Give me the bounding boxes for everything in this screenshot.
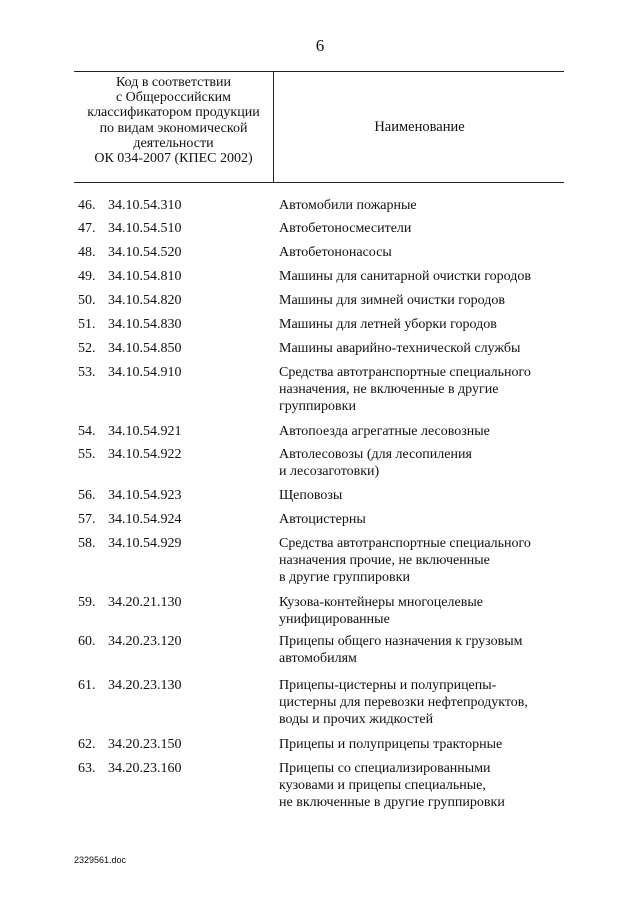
row-name-line: Автолесовозы (для лесопиления: [279, 447, 472, 462]
row-name: [279, 633, 569, 667]
row-name: [279, 594, 569, 628]
row-code: 34.10.54.923: [108, 488, 182, 503]
row-name-line: Прицепы-цистерны и полуприцепы-: [279, 678, 497, 693]
header-code-line: классификатором продукции: [87, 105, 260, 121]
row-name-line: Автомобили пожарные: [279, 198, 417, 213]
row-number: 49.: [78, 269, 96, 284]
row-code: 34.10.54.520: [108, 245, 182, 260]
row-name: [279, 446, 569, 480]
row-name: [279, 423, 569, 440]
row-code: 34.10.54.922: [108, 447, 182, 462]
row-name-line: унифицированные: [279, 612, 390, 627]
header-code-column: [74, 72, 274, 182]
row-code: 34.10.54.810: [108, 269, 182, 284]
row-name-line: в другие группировки: [279, 570, 410, 585]
row-number: 50.: [78, 293, 96, 308]
row-name-line: и лесозаготовки): [279, 464, 380, 479]
row-code: 34.10.54.510: [108, 221, 182, 236]
row-name: [279, 487, 569, 504]
header-code-line: ОК 034-2007 (КПЕС 2002): [94, 151, 253, 167]
row-code: 34.10.54.921: [108, 424, 182, 439]
row-name-line: назначения, не включенные в другие: [279, 382, 499, 397]
header-name-label: Наименование: [374, 118, 465, 135]
table-header: [74, 71, 564, 183]
row-name: [279, 364, 569, 415]
row-name: [279, 292, 569, 309]
row-name-line: Машины для летней уборки городов: [279, 317, 497, 332]
row-number: 56.: [78, 488, 96, 503]
row-name: [279, 197, 569, 214]
row-number: 60.: [78, 634, 96, 649]
row-name-line: Кузова-контейнеры многоцелевые: [279, 595, 483, 610]
row-number: 46.: [78, 198, 96, 213]
row-name-line: не включенные в другие группировки: [279, 795, 505, 810]
row-number: 47.: [78, 221, 96, 236]
row-name-line: кузовами и прицепы специальные,: [279, 778, 486, 793]
row-code: 34.10.54.820: [108, 293, 182, 308]
row-number: 57.: [78, 512, 96, 527]
row-number: 53.: [78, 365, 96, 380]
row-name: [279, 511, 569, 528]
row-name-line: цистерны для перевозки нефтепродуктов,: [279, 695, 528, 710]
row-name: [279, 244, 569, 261]
row-number: 61.: [78, 678, 96, 693]
row-name-line: Автобетоносмесители: [279, 221, 412, 236]
row-number: 48.: [78, 245, 96, 260]
row-number: 58.: [78, 536, 96, 551]
row-code: 34.20.23.130: [108, 678, 182, 693]
row-name-line: Машины для зимней очистки городов: [279, 293, 505, 308]
row-number: 59.: [78, 595, 96, 610]
row-name-line: Автопоезда агрегатные лесовозные: [279, 424, 490, 439]
row-name: [279, 220, 569, 237]
row-name-line: назначения прочие, не включенные: [279, 553, 490, 568]
row-name: [279, 760, 569, 811]
row-name-line: Средства автотранспортные специального: [279, 536, 531, 551]
header-name-column: [275, 72, 564, 182]
row-number: 63.: [78, 761, 96, 776]
row-code: 34.10.54.929: [108, 536, 182, 551]
row-code: 34.10.54.310: [108, 198, 182, 213]
row-code: 34.10.54.830: [108, 317, 182, 332]
row-name: [279, 535, 569, 586]
header-code-line: с Общероссийским: [115, 90, 232, 106]
row-name-line: Щеповозы: [279, 488, 343, 503]
row-name-line: Машины для санитарной очистки городов: [279, 269, 531, 284]
row-name: [279, 268, 569, 285]
row-name-line: Машины аварийно-технической службы: [279, 341, 521, 356]
header-code-line: по видам экономической: [99, 120, 248, 136]
row-number: 52.: [78, 341, 96, 356]
row-code: 34.20.23.160: [108, 761, 182, 776]
header-code-line: Код в соответствии: [115, 75, 232, 90]
row-name-line: Средства автотранспортные специального: [279, 365, 531, 380]
row-code: 34.20.23.120: [108, 634, 182, 649]
row-name-line: Автоцистерны: [279, 512, 366, 527]
row-name-line: Прицепы и полуприцепы тракторные: [279, 737, 503, 752]
row-name: [279, 736, 569, 753]
row-number: 62.: [78, 737, 96, 752]
row-code: 34.10.54.910: [108, 365, 182, 380]
footer-filename: 2329561.doc: [74, 855, 127, 865]
row-number: 54.: [78, 424, 96, 439]
row-name-line: Автобетононасосы: [279, 245, 392, 260]
row-name-line: автомобилям: [279, 651, 357, 666]
header-code-line: деятельности: [133, 135, 214, 151]
row-name-line: группировки: [279, 399, 356, 414]
row-name-line: воды и прочих жидкостей: [279, 712, 434, 727]
row-code: 34.20.21.130: [108, 595, 182, 610]
row-number: 51.: [78, 317, 96, 332]
row-name: [279, 316, 569, 333]
page-number: 6: [315, 36, 325, 55]
row-code: 34.10.54.924: [108, 512, 182, 527]
row-code: 34.20.23.150: [108, 737, 182, 752]
row-code: 34.10.54.850: [108, 341, 182, 356]
row-number: 55.: [78, 447, 96, 462]
row-name-line: Прицепы общего назначения к грузовым: [279, 634, 523, 649]
row-name: [279, 340, 569, 357]
row-name-line: Прицепы со специализированными: [279, 761, 491, 776]
row-name: [279, 677, 569, 728]
